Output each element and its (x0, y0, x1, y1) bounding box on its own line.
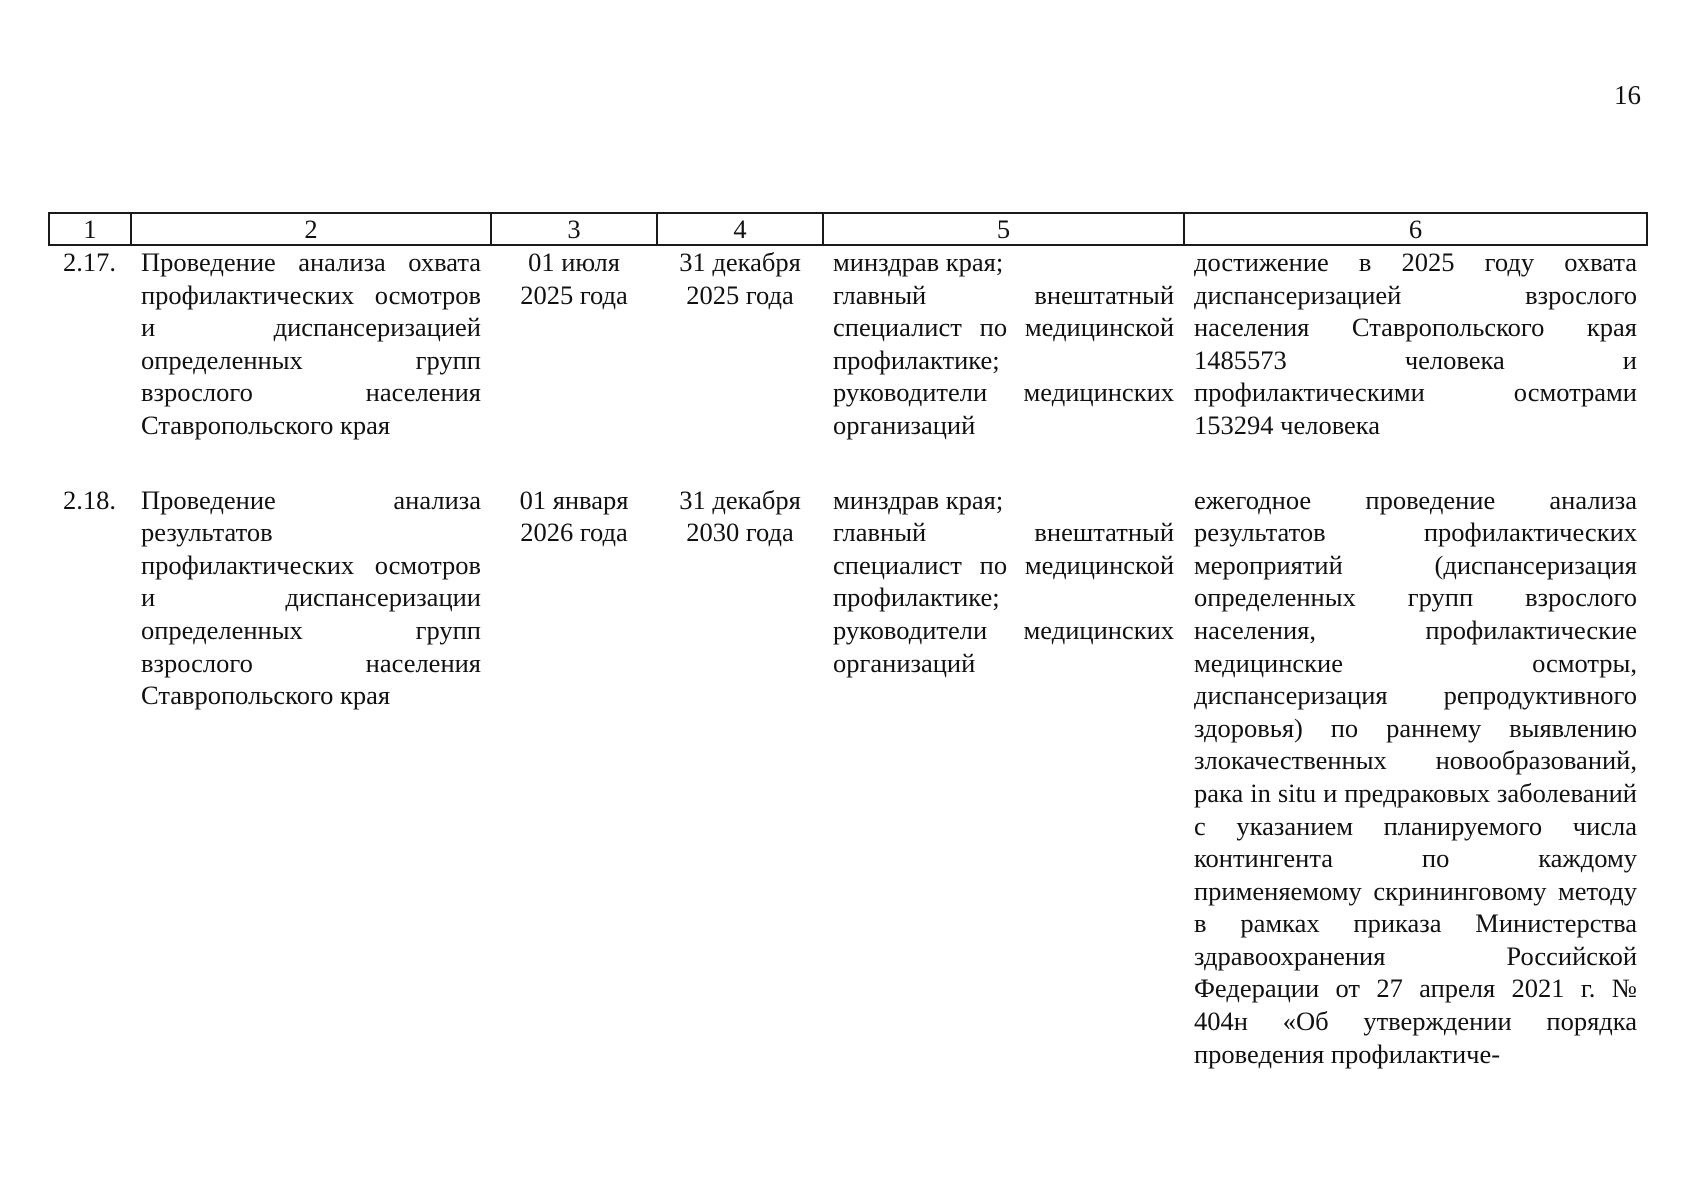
responsible-line: главный внештатный специалист по медицинской профилактике; (833, 517, 1174, 613)
column-header-6: 6 (1184, 213, 1647, 245)
measures-table (48, 212, 1648, 1070)
item-end-date (657, 484, 823, 1071)
start-date-year: 2025 года (520, 279, 628, 310)
responsible-line: минздрав края; (833, 484, 1004, 515)
responsible-line: руководители медицинских организаций (833, 377, 1174, 440)
column-header-3: 3 (491, 213, 657, 245)
responsible-line: руководители медицинских организаций (833, 614, 1174, 678)
responsible-line: минздрав края; (833, 247, 1004, 277)
page-number: 16 (1614, 80, 1641, 110)
item-responsible (823, 484, 1184, 1071)
item-responsible (823, 246, 1184, 442)
start-date-year: 2026 года (520, 517, 628, 548)
column-number-row (49, 213, 1647, 245)
end-date-year: 2030 года (686, 517, 794, 548)
item-result: ежегодное проведение анализа результатов профилактических мероприятий (диспансеризация определенных групп взрослого населения, профилактические медицинские осмотры, диспансеризация репродуктивного здоровья) по раннему выявлению злокачественных новообразований, рака in situ и предраковых заболеваний с указанием планируемого числа контингента по каждому применяемому скрининговому методу в рамках приказа Министерства здравоохранения Российской Федерации от 27 апреля 2021 г. № 404н «Об утверждении порядка проведения профилактиче- (1194, 484, 1637, 1069)
responsible-line: главный внештатный специалист по медицинской профилактике; (833, 279, 1174, 375)
column-header-1: 1 (49, 213, 131, 245)
end-date-day: 31 декабря (679, 247, 801, 277)
table-row (49, 484, 1647, 1071)
start-date-day: 01 января (519, 484, 629, 515)
item-number: 2.17. (63, 247, 116, 277)
item-description: Проведение анализа результатов профилактических осмотров и диспансеризации определенных групп взрослого населения Ставропольского края (141, 484, 481, 711)
column-header-4: 4 (657, 213, 823, 245)
column-header-2: 2 (131, 213, 491, 245)
end-date-year: 2025 года (686, 279, 794, 310)
table-row (49, 246, 1647, 442)
item-start-date (491, 246, 657, 442)
start-date-day: 01 июля (528, 247, 620, 277)
item-description: Проведение анализа охвата профилактических осмотров и диспансеризацией определенных групп взрослого населения Ставропольского края (141, 247, 481, 440)
item-number: 2.18. (63, 484, 116, 515)
table-header (49, 213, 1647, 245)
column-header-5: 5 (823, 213, 1184, 245)
end-date-day: 31 декабря (679, 484, 801, 515)
item-end-date (657, 246, 823, 442)
item-result: достижение в 2025 году охвата диспансеризацией взрослого населения Ставропольского края 1485573 человека и профилактическими осмотрами 153294 человека (1194, 247, 1637, 440)
item-start-date (491, 484, 657, 1071)
